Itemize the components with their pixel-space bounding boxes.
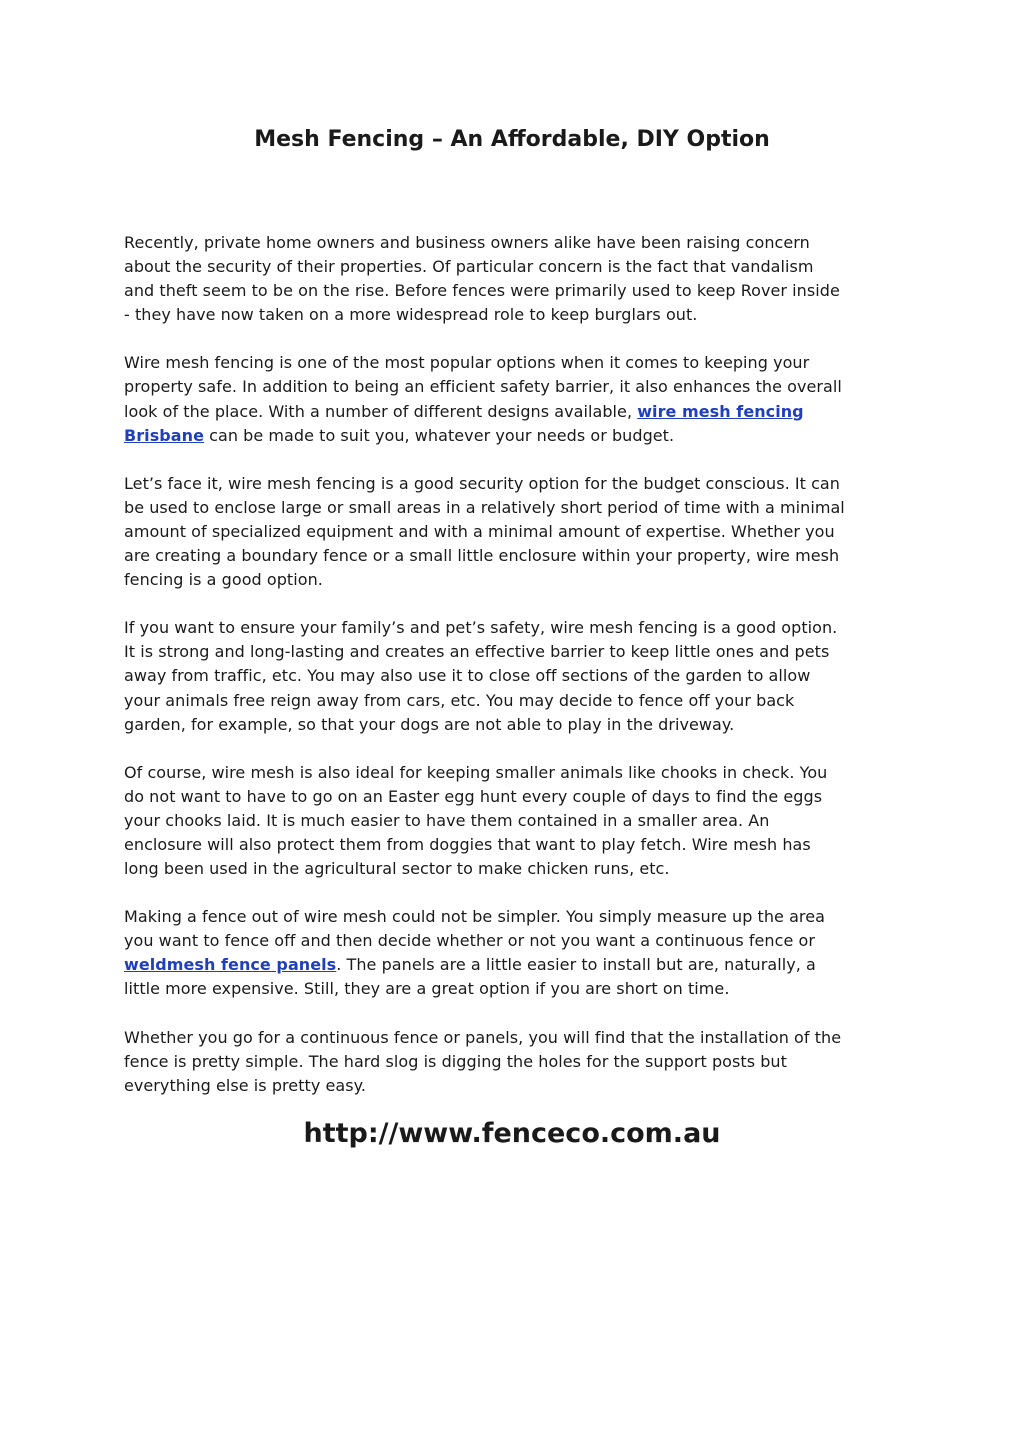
paragraph-line: about the security of their properties. Of particular concern is the fact that vandalism (124, 257, 814, 277)
paragraph-line: Let’s face it, wire mesh fencing is a good security option for the budget conscious. It can (124, 473, 840, 493)
paragraph-line: Wire mesh fencing is one of the most popular options when it comes to keeping your (124, 353, 810, 373)
paragraph-line (124, 400, 914, 424)
paragraph-line: amount of specialized equipment and with a minimal amount of expertise. Whether you (124, 521, 835, 541)
website-url: http://www.fenceco.com.au (303, 1118, 721, 1149)
paragraph-6 (124, 905, 914, 1001)
article-body (124, 231, 914, 1122)
paragraph-line: Making a fence out of wire mesh could not be simpler. You simply measure up the area (124, 907, 825, 927)
paragraph-line: your chooks laid. It is much easier to have them contained in a smaller area. An (124, 810, 770, 830)
paragraph-2 (124, 351, 914, 447)
paragraph-line: garden, for example, so that your dogs are not able to play in the driveway. (124, 714, 735, 734)
paragraph-line: be used to enclose large or small areas in a relatively short period of time with a minimal (124, 497, 845, 517)
paragraph-line: away from traffic, etc. You may also use it to close off sections of the garden to allow (124, 666, 811, 686)
paragraph-text: look of the place. With a number of different designs available, (124, 401, 638, 421)
paragraph-line: your animals free reign away from cars, etc. You may decide to fence off your back (124, 690, 795, 710)
wire-mesh-fencing-link[interactable]: wire mesh fencing (637, 401, 804, 421)
paragraph-line: Recently, private home owners and business owners alike have been raising concern (124, 233, 810, 252)
paragraph-text: . The panels are a little easier to install but are, naturally, a (336, 955, 816, 975)
brisbane-link[interactable]: Brisbane (124, 425, 204, 445)
paragraph-line: little more expensive. Still, they are a great option if you are short on time. (124, 979, 730, 999)
paragraph-line: property safe. In addition to being an efficient safety barrier, it also enhances the overall (124, 377, 842, 397)
paragraph-line: fencing is a good option. (124, 570, 323, 590)
paragraph-line (124, 953, 914, 977)
paragraph-line: everything else is pretty easy. (124, 1075, 367, 1095)
paragraph-line: do not want to have to go on an Easter egg hunt every couple of days to find the eggs (124, 786, 823, 806)
paragraph-line: and theft seem to be on the rise. Before fences were primarily used to keep Rover inside (124, 281, 840, 301)
paragraph-line: - they have now taken on a more widespread role to keep burglars out. (124, 305, 698, 325)
paragraph-line: you want to fence off and then decide whether or not you want a continuous fence or (124, 931, 815, 951)
paragraph-line: enclosure will also protect them from doggies that want to play fetch. Wire mesh has (124, 834, 811, 854)
paragraph-text: can be made to suit you, whatever your needs or budget. (204, 425, 675, 445)
paragraph-line: are creating a boundary fence or a small little enclosure within your property, wire mesh (124, 546, 840, 566)
paragraph-4 (124, 616, 914, 736)
paragraph-line: long been used in the agricultural sector to make chicken runs, etc. (124, 859, 670, 879)
paragraph-5 (124, 761, 914, 881)
page-title: Mesh Fencing – An Affordable, DIY Option (254, 127, 770, 152)
weldmesh-fence-panels-link[interactable]: weldmesh fence panels (124, 955, 337, 975)
paragraph-3 (124, 472, 914, 592)
paragraph-line: fence is pretty simple. The hard slog is digging the holes for the support posts but (124, 1051, 787, 1071)
paragraph-line (124, 424, 914, 448)
paragraph-line: It is strong and long-lasting and creates an effective barrier to keep little ones and pets (124, 642, 830, 662)
paragraph-line: Whether you go for a continuous fence or panels, you will find that the installation of the (124, 1027, 842, 1047)
paragraph-line: If you want to ensure your family’s and pet’s safety, wire mesh fencing is a good option. (124, 618, 838, 638)
paragraph-line: Of course, wire mesh is also ideal for keeping smaller animals like chooks in check. You (124, 762, 828, 782)
paragraph-7 (124, 1026, 914, 1098)
paragraph-1 (124, 231, 914, 327)
